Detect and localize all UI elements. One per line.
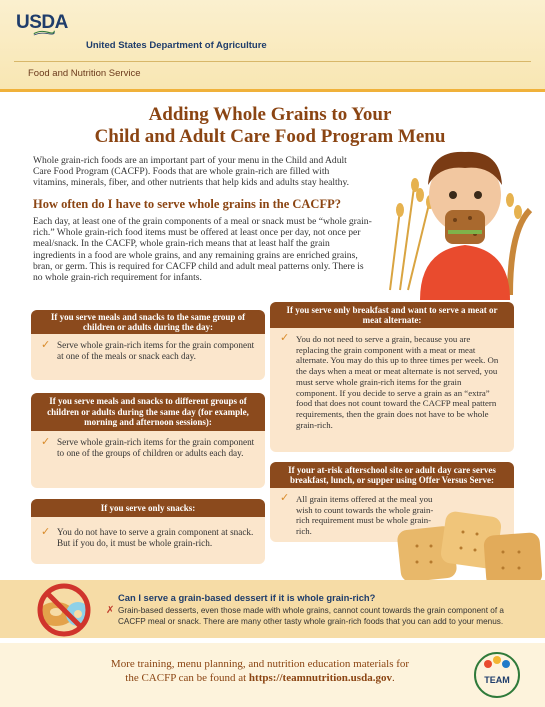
child-eating-sandwich-illustration: [360, 140, 540, 300]
card-only-snacks: [31, 499, 265, 564]
footer-line-1: More training, menu planning, and nutrition education materials for: [110, 658, 410, 670]
usda-logo-graphic: [14, 30, 74, 46]
title-line-1: Adding Whole Grains to Your: [148, 104, 392, 125]
card-different-groups: [31, 393, 265, 488]
section-heading: How often do I have to serve whole grains in the CACFP?: [33, 197, 341, 211]
team-nutrition-link[interactable]: https://teamnutrition.usda.gov: [248, 672, 392, 684]
card-body: [31, 334, 265, 368]
card-text: You do not have to serve a grain component at snack. But if you do, it must be whole grain-rich.: [57, 527, 254, 548]
card-heading: If you serve only breakfast and want to serve a meat or meat alternate:: [270, 302, 514, 328]
checkmark-icon: ✓: [41, 525, 51, 538]
card-text: You do not need to serve a grain, because you are replacing the grain component with a meat or meat alternate. You may do this up to three times per week. On the days when a meat or meat alternate is not served, you must serve whole grain-rich items for the grain component. If you decide to serve a grain as an “extra” food that does not count toward the CACFP meal pattern requirements, then the grain does not have to be whole grain-rich.: [296, 334, 499, 430]
section-body: Each day, at least one of the grain components of a meal or snack must be “whole grain-rich.” Whole grain-rich food items must be offered at least once per day, not once per meal/snack. In the CACFP, whole grain-rich means that at least half the grain ingredients in a food are whole grains, and any remaining grains are enriched grains, bran, or germ. This is required for CACFP child and adult meal patterns only. There is no whole grain-rich requirement for infants.: [33, 216, 372, 284]
title-line-2: Child and Adult Care Food Program Menu: [94, 126, 446, 147]
x-mark-icon: ✗: [106, 605, 115, 616]
footer-line-2: [60, 671, 460, 685]
card-only-breakfast: [270, 302, 514, 452]
checkmark-icon: ✓: [280, 491, 290, 504]
agency-name: Food and Nutrition Service: [28, 68, 141, 79]
header-divider: [14, 61, 531, 62]
checkmark-icon: ✓: [41, 435, 51, 448]
card-body: [270, 328, 514, 436]
team-logo-text: TEAM: [484, 675, 510, 685]
card-text: All grain items offered at the meal you wish to count towards the whole grain-rich requirement must be whole grain-rich.: [296, 494, 434, 537]
crackers-illustration: [395, 510, 545, 590]
header-bottom-rule: [0, 89, 545, 92]
card-heading: If your at-risk afterschool site or adult day care serves breakfast, lunch, or supper using Offer Versus Serve:: [270, 462, 514, 488]
checkmark-icon: ✓: [41, 338, 51, 351]
card-body: [31, 517, 265, 555]
department-name: United States Department of Agriculture: [86, 40, 267, 51]
dessert-answer: Grain-based desserts, even those made with whole grains, cannot count towards the grain component of a CACFP meal or snack. There are many other tasty whole grain-rich foods that you can add to your menus.: [118, 606, 504, 626]
intro-paragraph: Whole grain-rich foods are an important part of your menu in the Child and Adult Care Food Program (CACFP). Foods that are whole grain-rich are filled with vitamins, minerals, fiber, and other nutrients that help kids and adults stay healthy.: [33, 155, 350, 189]
checkmark-icon: ✓: [280, 331, 290, 344]
card-body: [31, 431, 265, 465]
dessert-question: Can I serve a grain-based dessert if it is whole grain-rich?: [118, 592, 376, 603]
card-text: Serve whole grain-rich items for the grain component to one of the groups of children or adults each day.: [57, 437, 255, 458]
footer-period: .: [391, 672, 395, 684]
footer-line-2-prefix: the CACFP can be found at: [125, 672, 247, 684]
footer-text: [60, 657, 460, 685]
team-nutrition-logo: [470, 650, 524, 700]
card-text: Serve whole grain-rich items for the grain component at one of the meals or snack each day.: [57, 340, 255, 361]
prohibited-dessert-icon: [28, 582, 98, 638]
card-heading: If you serve only snacks:: [31, 499, 265, 517]
card-heading: If you serve meals and snacks to the same group of children or adults during the day:: [31, 310, 265, 334]
usda-logo: USDA: [16, 12, 68, 33]
card-same-group: [31, 310, 265, 380]
card-heading: If you serve meals and snacks to different groups of children or adults during the same day (for example, morning and afternoon sessions):: [31, 393, 265, 431]
